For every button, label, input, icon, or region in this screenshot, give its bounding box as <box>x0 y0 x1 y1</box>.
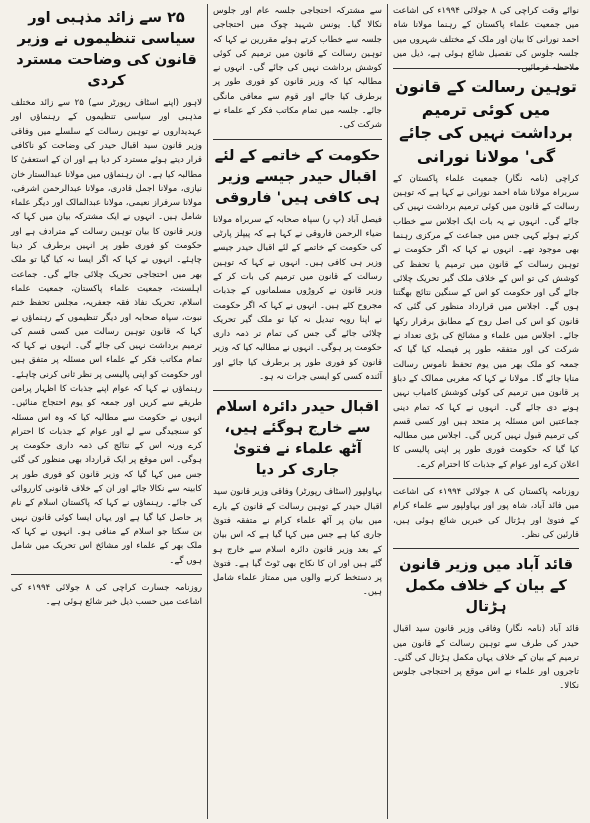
headline-qaidabad-strike: قائد آباد میں وزیر قانون کے بیان کے خلاف مکمل ہڑتال <box>399 557 573 616</box>
divider <box>11 574 202 575</box>
headline-norani: توہین رسالت کے قانون میں کوئی ترمیم برداشت نہیں کی جائے گی' مولانا نورانی <box>395 77 577 166</box>
source-note: روزنامہ جسارت کراچی کی ۸ جولائی ۱۹۹۴ء کی اشاعت میں حسب ذیل خبر شائع ہوئی ہے۔ <box>11 582 202 608</box>
column-right <box>388 4 584 819</box>
divider <box>213 390 382 391</box>
headline-25-organizations: ۲۵ سے زائد مذہبی اور سیاسی تنظیموں نے وزیر قانون کی وضاحت مسترد کردی <box>16 10 197 90</box>
lead-continuation: نوائے وقت کراچی کی ۸ جولائی ۱۹۹۴ء کی اشاعت میں جمعیت علماء پاکستان کے رہنما مولانا شاہ احمد نورانی کا بیان اور ملک کے مختلف شہروں میں جلسہ جلوس کی تفصیل شائع ہوئی ہے، ذیل میں ملاحظہ فرمائیں۔ <box>393 6 579 74</box>
divider <box>213 139 382 140</box>
headline-fatwa: اقبال حیدر دائرہ اسلام سے خارج ہوگئے ہیں، آٹھ علماء نے فتویٰ جاری کر دیا <box>216 399 379 479</box>
column-left <box>6 4 208 819</box>
column-middle <box>208 4 388 819</box>
divider <box>393 478 579 479</box>
story-25-organizations: لاہور (اپنے اسٹاف رپورٹر سے) ۲۵ سے زائد مختلف مذہبی اور سیاسی تنظیموں کے رہنماؤں اور عہدیداروں نے توہین رسالت کے سلسلے میں وفاقی وزیر قانون سید اقبال حیدر کی وضاحت کو ناکافی قرار دیتے ہوئے مسترد کر دیا ہے اور ان کے استعفیٰ کا مطالبہ کیا ہے۔ ان رہنماؤں میں مولانا عبدالستار خان نیازی، مولانا اجمل قادری، مولانا عبدالرحمن اشرفی، مولانا سرفراز نعیمی، مولانا عبدالمالک اور دیگر علماء شامل ہیں۔ انہوں نے ایک مشترکہ بیان میں کہا کہ وزیر قانون کا بیان توہین رسالت کے مترادف ہے اور حکومت کو فوری طور پر انہیں برطرف کر دینا چاہئے۔ انہوں نے کہا کہ اگر ایسا نہ کیا گیا تو ملک بھر میں احتجاجی تحریک چلائی جائے گی۔ جماعت اہلسنت، جمعیت علماء پاکستان، جمعیت علماء اسلام، تحریک نفاذ فقہ جعفریہ، مجلس تحفظ ختم نبوت، سپاہ صحابہ اور دیگر تنظیموں کے رہنماؤں نے کہا کہ قانون توہین رسالت میں کسی قسم کی ترمیم برداشت نہیں کی جائے گی۔ انہوں نے کہا کہ تمام مکاتب فکر کے علماء اس مسئلہ پر متفق ہیں اور حکومت کو اپنی پالیسی پر نظر ثانی کرنی چاہئے۔ رہنماؤں نے کہا کہ عوام اپنے جذبات کا اظہار پرامن طریقے سے کریں اور جمعہ کو یوم احتجاج منائیں۔ انہوں نے حکومت سے مطالبہ کیا کہ وہ اس مسئلہ کو سنجیدگی سے لے اور عوام کے جذبات کا احترام کرے ورنہ اس کے نتائج کی ذمہ داری حکومت پر ہوگی۔ اس موقع پر ایک قرارداد بھی منظور کی گئی جس میں کہا گیا کہ وزیر قانون کو فوری طور پر کابینہ سے نکالا جائے اور ان کے خلاف قانونی کارروائی کی جائے۔ رہنماؤں نے کہا کہ پاکستان اسلام کے نام پر حاصل کیا گیا ہے اور یہاں ایسا کوئی قانون نہیں بن سکتا جو اسلام کے منافی ہو۔ انہوں نے کہا کہ ملک بھر کے علماء اور مشائخ اس تحریک میں شامل ہوں گے۔ <box>11 98 203 566</box>
headline-farooqi: حکومت کے خاتمے کے لئے اقبال حیدر جیسے وزیر ہی کافی ہیں' فاروقی <box>214 147 381 206</box>
intro-note: روزنامہ پاکستان کی ۸ جولائی ۱۹۹۴ء کی اشاعت میں فائد آباد، شاہ پور اور بہاولپور سے علماء کرام کے فتویٰ اور ہڑتال کی خبریں شائع ہوئی ہیں، قارئین کی نظر۔ <box>393 486 579 540</box>
story-norani: کراچی (نامہ نگار) جمعیت علماء پاکستان کے سربراہ مولانا شاہ احمد نورانی نے کہا ہے کہ توہین رسالت کے قانون میں کوئی ترمیم برداشت نہیں کی جائے گی۔ انہوں نے یہ بات ایک اجلاس سے خطاب کرتے ہوئے کہی جس میں جماعت کے مرکزی رہنما بھی موجود تھے۔ انہوں نے کہا کہ اگر حکومت نے توہین رسالت کے قانون میں ترمیم یا تحفظ کی کوشش کی تو اس کے خلاف ملک گیر تحریک چلائی جائے گی اور حکومت کو اس کے سنگین نتائج بھگتنا ہوں گے۔ اجلاس میں قرارداد منظور کی گئی کہ قانون کو اس کی اصل روح کے مطابق برقرار رکھا جائے۔ اجلاس میں علماء و مشائخ کی بڑی تعداد نے شرکت کی اور متفقہ طور پر فیصلہ کیا گیا کہ جمعہ کو ملک بھر میں یوم تحفظ ناموس رسالت منایا جائے گا۔ مولانا نے کہا کہ مغربی ممالک کے دباؤ پر قانون میں ترمیم کی کوئی کوشش کامیاب نہیں ہونے دی جائے گی۔ انہوں نے کہا کہ تمام دینی جماعتیں اس مسئلہ پر متحد ہیں اور کسی قسم کی ترمیم قبول نہیں کریں گی۔ اجلاس میں مطالبہ کیا گیا کہ حکومت فوری طور پر اپنی پالیسی کا اعلان کرے اور عوام کے جذبات کا احترام کرے۔ <box>393 173 579 470</box>
story-fatwa: بہاولپور (اسٹاف رپورٹر) وفاقی وزیر قانون سید اقبال حیدر کے توہین رسالت کے قانون کے بارے میں بیان پر آٹھ علماء کرام نے متفقہ فتویٰ جاری کیا ہے جس میں کہا گیا ہے کہ اس بیان کے بعد وزیر قانون دائرہ اسلام سے خارج ہو گئے ہیں اور ان کا نکاح بھی ٹوٹ گیا ہے۔ فتویٰ پر دستخط کرنے والوں میں ممتاز علماء شامل ہیں۔ <box>213 487 382 598</box>
story-continuation: سے مشترکہ احتجاجی جلسہ عام اور جلوس نکالا گیا۔ یونس شہید چوک میں احتجاجی جلسہ سے خطاب کرتے ہوئے مقررین نے کہا کہ توہین رسالت کے قانون میں ترمیم کی کوئی کوشش برداشت نہیں کی جائے گی۔ انہوں نے مطالبہ کیا کہ وزیر قانون کو فوری طور پر برطرف کیا جائے اور قوم سے معافی مانگی جائے۔ جلسہ میں تمام مکاتب فکر کے علماء نے شرکت کی۔ <box>213 6 382 131</box>
story-farooqi: فیصل آباد (پ ر) سپاہ صحابہ کے سربراہ مولانا ضیاء الرحمن فاروقی نے کہا ہے کہ پیپلز پارٹی کی حکومت کے خاتمے کے لئے اقبال حیدر جیسے وزیر ہی کافی ہیں۔ انہوں نے کہا کہ توہین رسالت کے قانون میں ترمیم کی بات کر کے وزیر قانون نے کروڑوں مسلمانوں کے جذبات مجروح کئے ہیں۔ انہوں نے کہا کہ اگر حکومت نے اپنا رویہ تبدیل نہ کیا تو ملک گیر تحریک چلائی جائے گی جس کی تمام تر ذمہ داری حکومت پر ہوگی۔ انہوں نے مطالبہ کیا کہ وزیر قانون کو فوری طور پر برطرف کیا جائے اور آئندہ کسی کو ایسی جرات نہ ہو۔ <box>213 214 382 382</box>
story-qaidabad-strike: قائد آباد (نامہ نگار) وفاقی وزیر قانون سید اقبال حیدر کی طرف سے توہین رسالت کے قانون میں ترمیم کے بیان کے خلاف یہاں مکمل ہڑتال کی گئی۔ تاجروں اور علماء نے اس موقع پر احتجاجی جلوس نکالا۔ <box>393 624 579 692</box>
divider <box>393 548 579 549</box>
lead-continuation-clip <box>393 4 579 74</box>
